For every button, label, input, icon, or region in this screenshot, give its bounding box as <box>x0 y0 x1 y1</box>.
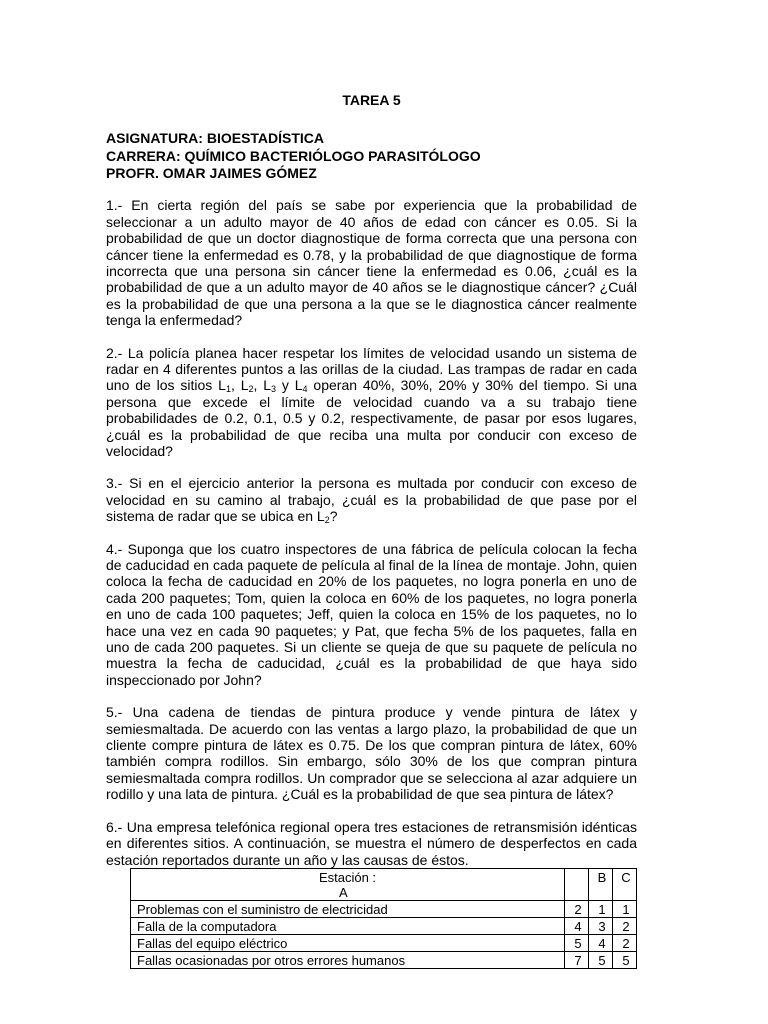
subscript-1: 1 <box>225 384 231 395</box>
question-5: 5.- Una cadena de tiendas de pintura produce y vende pintura de látex y semiesmaltada. De acuerdo con las ventas a largo plazo, la probabilidad de que un cliente compre pintura de látex es 0.75. De los que compran pintura de látex, 60% también compra rodillos. Sin embargo, sólo 30% de los que compran pintura semiesmaltada compra rodillos. Un comprador que se selecciona al azar adquiere un rodillo y una lata de pintura. ¿Cuál es la probabilidad de que sea pintura de látex? <box>106 704 637 803</box>
station-b-value: 4 <box>589 934 613 951</box>
question-3-text-a: 3.- Si en el ejercicio anterior la persona es multada por conducir con exceso de velocidad en su camino al trabajo, ¿cuál es la probabilidad de que pase por el sistema de radar que se ubica en L <box>106 475 637 525</box>
question-2-sep-3: y L <box>276 377 303 394</box>
station-b-value: 1 <box>589 900 613 917</box>
question-2-text-a: 2.- La policía planea hacer respetar los límites de velocidad usando un sistema de radar en 4 diferentes puntos a las orillas de la ciudad. Las trampas de radar en cada uno de los sitios L <box>106 344 637 394</box>
document-page <box>106 92 637 969</box>
failures-table <box>130 868 637 969</box>
subscript-3: 3 <box>271 384 277 395</box>
station-c-value: 5 <box>613 951 637 968</box>
cause-cell: Falla de la computadora <box>131 917 565 934</box>
question-1: 1.- En cierta región del país se sabe por experiencia que la probabilidad de seleccionar a un adulto mayor de 40 años de edad con cáncer es 0.05. Si la probabilidad de que un doctor diagnostique de forma correcta que una persona con cáncer tiene la enfermedad es 0.78, y la probabilidad de que diagnostique de forma incorrecta que una persona sin cáncer tiene la enfermedad es 0.06, ¿cuál es la probabilidad de que a un adulto mayor de 40 años se le diagnostique cáncer? ¿Cuál es la probabilidad de que una persona a la que se le diagnostica cáncer realmente tenga la enfermedad? <box>106 197 637 329</box>
station-b-value: 5 <box>589 951 613 968</box>
station-a-value: 2 <box>565 900 589 917</box>
station-header-cell <box>131 868 565 900</box>
station-header-label: Estación : <box>318 869 377 885</box>
cause-cell: Fallas del equipo eléctrico <box>131 934 565 951</box>
station-a-value: 4 <box>565 917 589 934</box>
station-b-value: 3 <box>589 917 613 934</box>
subscript-l2: 2 <box>324 515 330 526</box>
station-c-value: 2 <box>613 934 637 951</box>
question-2 <box>106 345 637 460</box>
question-6: 6.- Una empresa telefónica regional opera tres estaciones de retransmisión idénticas en diferentes sitios. A continuación, se muestra el número de desperfectos en cada estación reportados durante un año y las causas de éstos. <box>106 818 637 868</box>
station-c-header: C <box>613 868 637 900</box>
document-title: TAREA 5 <box>342 92 401 108</box>
subscript-4: 4 <box>302 384 308 395</box>
table-row <box>131 934 637 951</box>
table-row <box>131 951 637 968</box>
station-a-value: 7 <box>565 951 589 968</box>
question-3 <box>106 475 637 524</box>
cause-cell: Problemas con el suministro de electricidad <box>131 900 565 917</box>
career-line: CARRERA: QUÍMICO BACTERIÓLOGO PARASITÓLOGO <box>106 147 481 164</box>
table-row <box>131 900 637 917</box>
station-a-value: 5 <box>565 934 589 951</box>
subscript-2: 2 <box>248 384 254 395</box>
professor-line: PROFR. OMAR JAIMES GÓMEZ <box>106 165 317 181</box>
table-row <box>131 917 637 934</box>
question-3-text-b: ? <box>329 508 338 525</box>
question-2-text-b: operan 40%, 30%, 20% y 30% del tiempo. Si una persona que excede el límite de velocidad cuando va a su trabajo tiene probabilidades de 0.2, 0.1, 0.5 y 0.2, respectivamente, de pasar por esos lugares, ¿cuál es la probabilidad de que reciba una multa por conducir con exceso de velocidad? <box>106 377 637 459</box>
station-c-value: 1 <box>613 900 637 917</box>
subject-line: ASIGNATURA: BIOESTADÍSTICA <box>106 130 325 147</box>
cause-cell: Fallas ocasionadas por otros errores humanos <box>131 951 565 968</box>
table-header-row <box>131 868 637 900</box>
empty-header-cell <box>565 868 589 900</box>
question-2-sep-2: , L <box>253 377 272 394</box>
question-2-sep-1: , L <box>230 377 249 394</box>
question-4: 4.- Suponga que los cuatro inspectores de una fábrica de película colocan la fecha de caducidad en cada paquete de película al final de la línea de montaje. John, quien coloca la fecha de caducidad en 20% de los paquetes, no logra ponerla en uno de cada 200 paquetes; Tom, quien la coloca en 60% de los paquetes, no logra ponerla en uno de cada 100 paquetes; Jeff, quien la coloca en 15% de los paquetes, no lo hace una vez en cada 90 paquetes; y Pat, que fecha 5% de los paquetes, falla en uno de cada 200 paquetes. Si un cliente se queja de que su paquete de película no muestra la fecha de caducidad, ¿cuál es la probabilidad de que haya sido inspeccionado por John? <box>106 540 637 688</box>
station-c-value: 2 <box>613 917 637 934</box>
station-a-header: A <box>339 884 348 900</box>
document-header <box>106 130 637 182</box>
station-b-header: B <box>589 868 613 900</box>
